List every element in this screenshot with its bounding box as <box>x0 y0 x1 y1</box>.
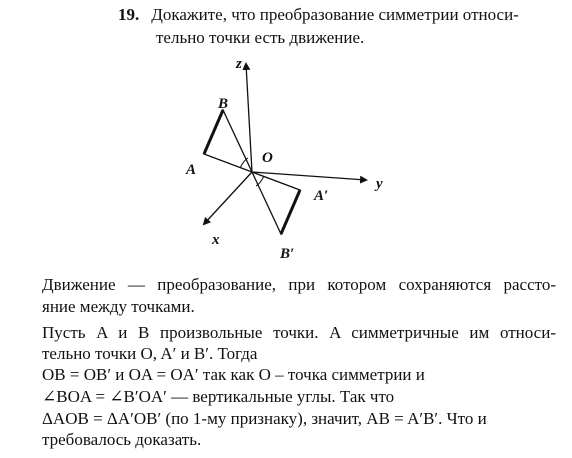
z-axis <box>246 64 252 172</box>
symmetry-figure <box>160 48 420 258</box>
label-a-prime: A′ <box>314 188 329 204</box>
label-b: B <box>218 96 229 112</box>
label-o: O <box>262 150 273 166</box>
segment-ab-prime-thick <box>281 190 300 234</box>
solution-line-5: OB = OB′ и OA = OA′ так как O – точка симметрии и <box>42 365 425 384</box>
solution-line-1: Движение — преобразование, при котором сохраняются рассто- <box>42 275 556 294</box>
problem-text-1: Докажите, что преобразование симметрии относи- <box>151 5 519 24</box>
segment-ab-thick <box>204 110 223 154</box>
problem-line-1 <box>118 4 519 26</box>
problem-number: 19. <box>118 5 140 24</box>
label-x: x <box>212 232 220 248</box>
solution-line-3: Пусть A и B произвольные точки. A симметричные им относи- <box>42 323 556 342</box>
solution-line-2: яние между точками. <box>42 297 195 316</box>
label-z: z <box>236 56 242 72</box>
solution-line-6: ∠BOA = ∠B′OA′ — вертикальные углы. Так что <box>42 387 395 406</box>
solution-line-8: требовалось доказать. <box>42 430 202 449</box>
label-y: y <box>376 176 383 192</box>
solution-line-4: тельно точки O, A′ и B′. Тогда <box>42 344 258 363</box>
label-b-prime: B′ <box>280 246 295 258</box>
figure-svg <box>160 48 420 258</box>
solution-line-7: ΔAOB = ΔA′OB′ (по 1-му признаку), значит, AB = A′B′. Что и <box>42 409 487 428</box>
label-a: A <box>186 162 197 178</box>
x-axis <box>204 172 252 224</box>
problem-line-2: тельно точки есть движение. <box>156 28 365 47</box>
